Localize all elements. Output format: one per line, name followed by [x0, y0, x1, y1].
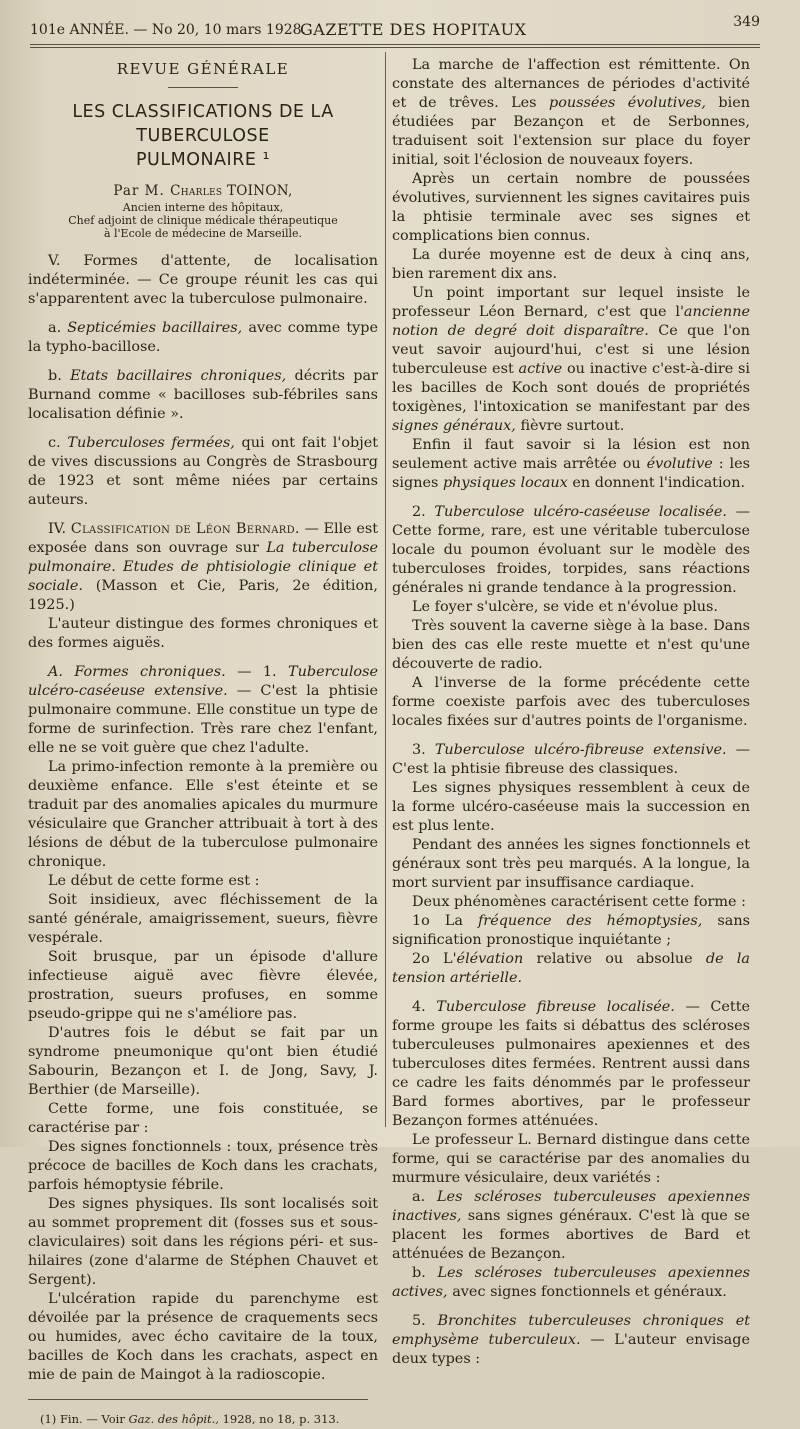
paragraph: 4. Tuberculose fibreuse localisée. — Cette forme groupe les faits si débattus des scléroses tuberculeuses pulmonaires apexiennes et des tuberculoses dites fermées. Rentrent aussi dans ce cadre les faits dénommés par le professeur Bard formes abortives, par le professeur Bezançon formes atténuées.: [392, 999, 750, 1129]
paragraph: Soit brusque, par un épisode d'allure infectieuse aiguë avec fièvre élevée, prostration, sueurs profuses, en somme pseudo-grippe qui ne s'améliore pas.: [28, 949, 378, 1022]
paragraph: b. Les scléroses tuberculeuses apexiennes actives, avec signes fonctionnels et généraux.: [392, 1265, 751, 1300]
paragraph: 1o La fréquence des hémoptysies, sans signification pronostique inquiétante ;: [392, 913, 751, 948]
affiliation-line: Chef adjoint de clinique médicale thérapeutique: [68, 214, 338, 227]
left-column: [28, 56, 378, 1429]
paragraph: c. Tuberculoses fermées, qui ont fait l'objet de vives discussions au Congrès de Strasbourg de 1923 et sont même niées par certains auteurs.: [28, 435, 378, 508]
paragraph: a. Septicémies bacillaires, avec comme type la typho-bacillose.: [28, 320, 379, 355]
paragraph: Les signes physiques ressemblent à ceux de la forme ulcéro-caséeuse mais la succession en est plus lente.: [392, 780, 750, 834]
section-heading: REVUE GÉNÉRALE: [116, 60, 290, 78]
paragraph: L'auteur distingue des formes chroniques et des formes aiguës.: [28, 616, 378, 651]
header-rule-double: [30, 47, 760, 48]
paragraph: Le foyer s'ulcère, se vide et n'évolue plus.: [412, 599, 718, 615]
paragraph: 5. Bronchites tuberculeuses chroniques et emphysème tuberculeux. — L'auteur envisage deux types :: [392, 1313, 750, 1367]
paragraph: La durée moyenne est de deux à cinq ans, bien rarement dix ans.: [392, 247, 750, 282]
paragraph: Le début de cette forme est :: [48, 873, 260, 889]
section-rule: [168, 87, 238, 88]
paragraph: Cette forme, une fois constituée, se caractérise par :: [28, 1101, 378, 1136]
paragraph: IV. Classification de Léon Bernard. — Elle est exposée dans son ouvrage sur La tuberculose pulmonaire. Etudes de phtisiologie clinique et sociale. (Masson et Cie, Paris, 2e édition, 1925.): [28, 521, 379, 613]
affiliation-line: Ancien interne des hôpitaux,: [122, 201, 284, 214]
paragraph: D'autres fois le début se fait par un syndrome pneumonique qu'ont bien étudié Sabourin, Bezançon et I. de Jong, Savy, J. Berthier (de Marseille).: [28, 1025, 378, 1098]
author-name: Charles TOINON,: [170, 183, 293, 199]
paragraph: La primo-infection remonte à la première ou deuxième enfance. Elle s'est éteinte et se traduit par des anomalies apicales du murmure vésiculaire que Grancher attribuait à tort à des lésions de début de la tuberculose pulmonaire chronique.: [28, 759, 378, 870]
affiliation-line: à l'Ecole de médecine de Marseille.: [103, 227, 303, 240]
paragraph: a. Les scléroses tuberculeuses apexiennes inactives, sans signes généraux. C'est là que se placent les formes abortives de Bard et atténuées de Bezançon.: [392, 1189, 750, 1262]
paragraph: Le professeur L. Bernard distingue dans cette forme, qui se caractérise par des anomalies du murmure vésiculaire, deux variétés :: [392, 1132, 750, 1186]
author-affiliation: [28, 201, 378, 240]
paragraph: L'ulcération rapide du parenchyme est dévoilée par la présence de craquements secs ou humides, avec écho cavitaire de la toux, bacilles de Koch dans les crachats, aspect en mie de pain de Maingot à la radioscopie.: [28, 1291, 378, 1383]
journal-title: GAZETTE DES HOPITAUX: [300, 20, 527, 39]
page-number: 349: [733, 14, 760, 30]
paragraph: Des signes physiques. Ils sont localisés soit au sommet proprement dit (fosses sus et sous-claviculaires) soit dans les régions péri- et sus-hilaires (zone d'alarme de Stéphen Chauvet et Sergent).: [28, 1196, 378, 1288]
paragraph: Un point important sur lequel insiste le professeur Léon Bernard, c'est que l'ancienne notion de degré doit disparaître. Ce que l'on veut savoir aujourd'hui, c'est si une lésion tuberculeuse est active ou inactive c'est-à-dire si les bacilles de Koch sont doués de propriétés toxigènes, l'intoxication se manifestant par des signes généraux, fièvre surtout.: [392, 285, 750, 434]
paragraph: Très souvent la caverne siège à la base. Dans bien des cas elle reste muette et n'est qu'une découverte de radio.: [392, 618, 750, 672]
paragraph: Après un certain nombre de poussées évolutives, surviennent les signes cavitaires puis la phtisie terminale avec ses signes et complications bien connus.: [392, 171, 750, 244]
footnote: (1) Fin. — Voir Gaz. des hôpit., 1928, no 18, p. 313.: [40, 1412, 340, 1426]
paragraph: A l'inverse de la forme précédente cette forme coexiste parfois avec des tuberculoses locales fixées sur d'autres points de l'organisme.: [392, 675, 750, 729]
right-column: [392, 56, 750, 1369]
paragraph: La marche de l'affection est rémittente. On constate des alternances de périodes d'activité et de trêves. Les poussées évolutives, bien étudiées par Bezançon et de Serbonnes, traduisent soit l'extension sur place du foyer initial, soit l'éclosion de nouveaux foyers.: [392, 57, 750, 168]
paragraph: Enfin il faut savoir si la lésion est non seulement active mais arrêtée ou évolutive : les signes physiques locaux en donnent l'indication.: [392, 437, 750, 491]
paragraph: 2. Tuberculose ulcéro-caséeuse localisée. — Cette forme, rare, est une véritable tuberculose locale du poumon évoluant sur le modèle des tuberculoses froides, torpides, sans réactions générales ni grande tendance à la progression.: [392, 504, 751, 596]
paragraph: Des signes fonctionnels : toux, présence très précoce de bacilles de Koch dans les crachats, parfois hémoptysie fébrile.: [28, 1139, 378, 1193]
column-divider: [385, 52, 386, 1127]
paragraph: Soit insidieux, avec fléchissement de la santé générale, amaigrissement, sueurs, fièvre vespérale.: [28, 892, 378, 946]
paragraph: 2o L'élévation relative ou absolue de la tension artérielle.: [392, 951, 750, 986]
paragraph: V. Formes d'attente, de localisation indéterminée. — Ce groupe réunit les cas qui s'apparentent avec la tuberculose pulmonaire.: [28, 253, 378, 307]
page-header: [30, 8, 760, 48]
author-prefix: Par M.: [113, 183, 165, 199]
footnote-rule: [28, 1399, 368, 1400]
paragraph: A. Formes chroniques. — 1. Tuberculose ulcéro-caséeuse extensive. — C'est la phtisie pulmonaire commune. Elle constitue un type de forme de surinfection. Très rare chez l'enfant, elle ne se voit guère que chez l'adulte.: [28, 664, 379, 756]
issue-info: 101e ANNÉE. — No 20, 10 mars 1928.: [30, 22, 306, 38]
article-author: [28, 182, 378, 201]
article-title-line2: PULMONAIRE ¹: [135, 150, 270, 170]
paragraph: b. Etats bacillaires chroniques, décrits par Burnand comme « bacilloses sub-fébriles sans localisation définie ».: [28, 368, 378, 422]
paragraph: 3. Tuberculose ulcéro-fibreuse extensive. — C'est la phtisie fibreuse des classiques.: [392, 742, 751, 777]
paragraph: Pendant des années les signes fonctionnels et généraux sont très peu marqués. A la longue, la mort survient par insuffisance cardiaque.: [392, 837, 750, 891]
header-rule: [30, 44, 760, 45]
paragraph: Deux phénomènes caractérisent cette forme :: [412, 894, 746, 910]
article-title-line1: LES CLASSIFICATIONS DE LA TUBERCULOSE: [72, 102, 334, 146]
